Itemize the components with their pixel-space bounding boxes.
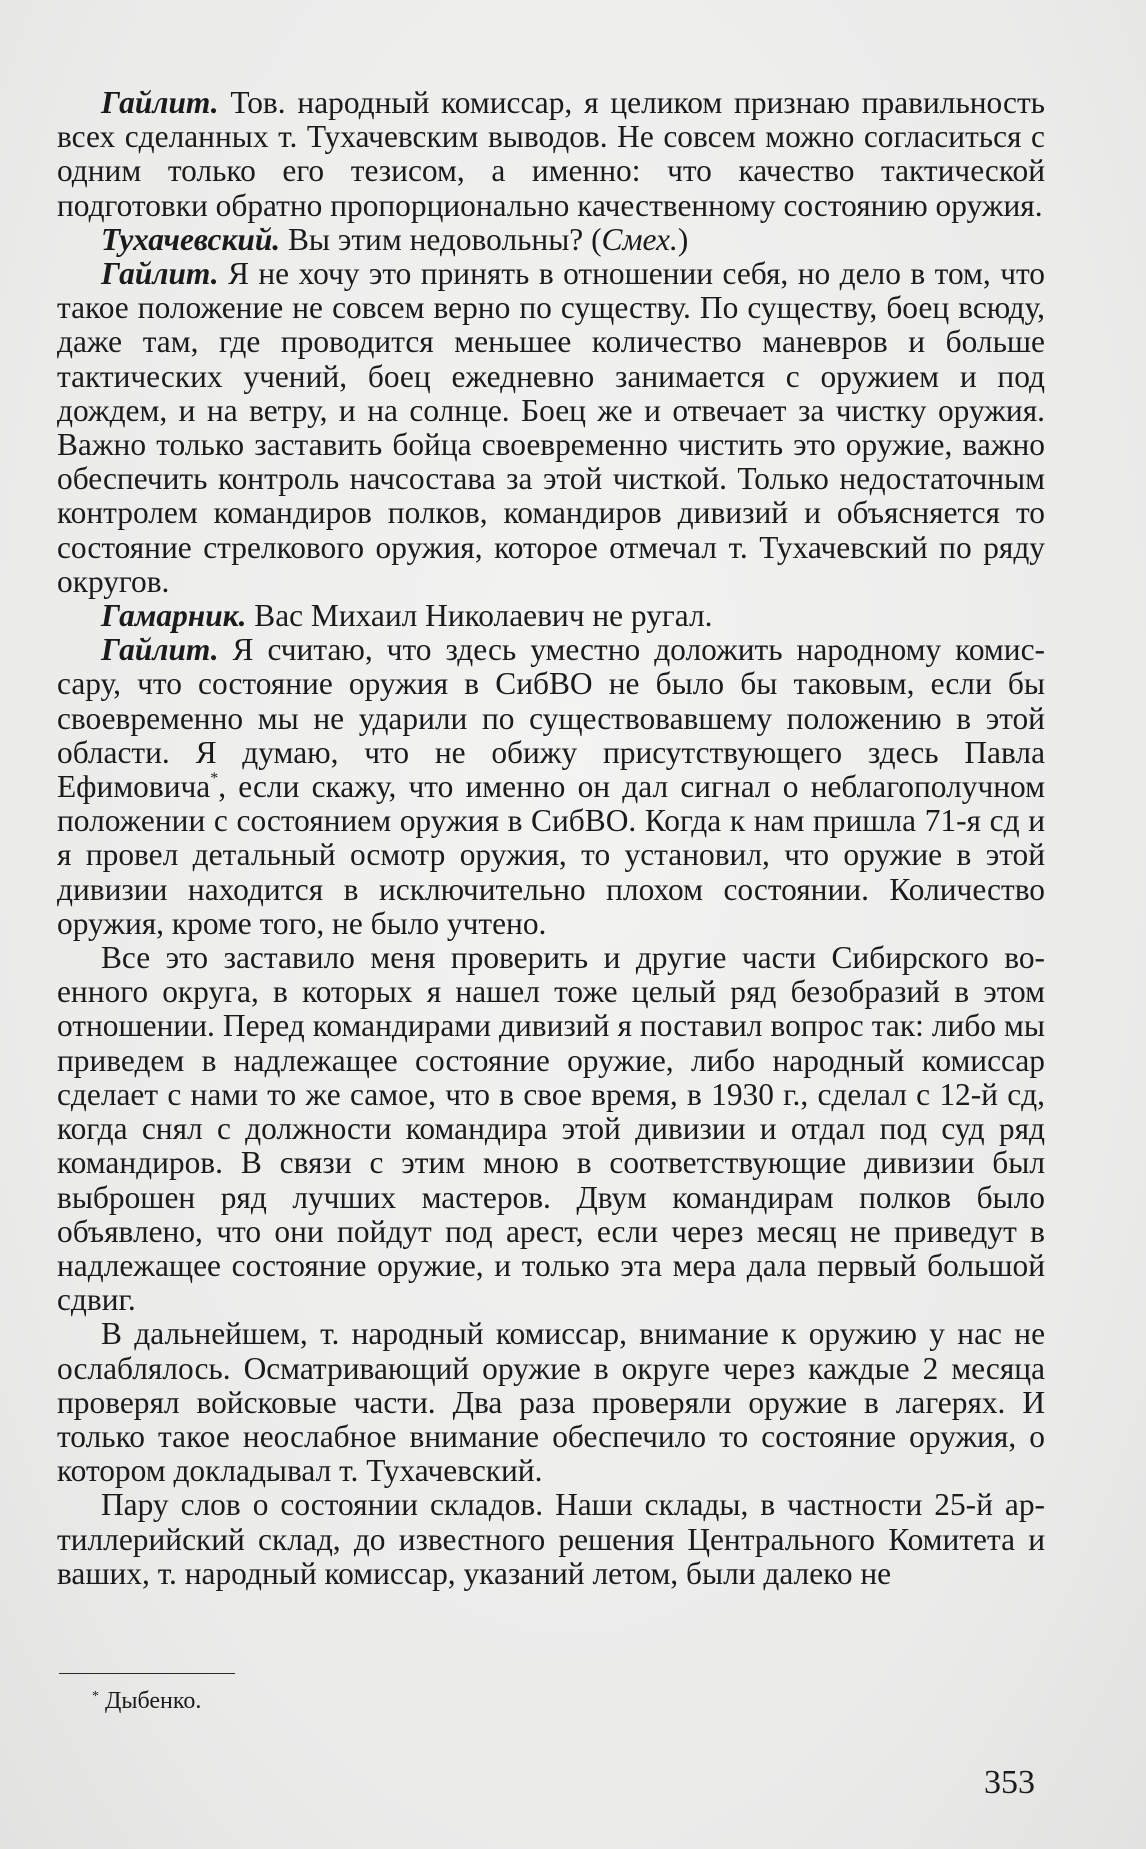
paragraph-7 bbox=[57, 1317, 1045, 1488]
footnote bbox=[92, 1682, 201, 1716]
speaker-name: Гайлит. bbox=[101, 85, 219, 120]
speaker-name: Гайлит. bbox=[101, 632, 219, 668]
footnote-mark: * bbox=[92, 1689, 99, 1704]
paragraph-text-tail: ) bbox=[677, 221, 689, 257]
paragraph-text: Я считаю, что здесь уместно доложить народному комиссару, что состояние оружия в СибВО не было бы таковым, если бы своевременно мы не ударили по существовавшему положению в этой области. Я думаю, что не обижу присутствующего здесь Павла Ефимовича bbox=[57, 632, 1045, 805]
paragraph-text: В дальнейшем, т. народный комиссар, внимание к оружию у нас не ослаблялось. Осматривающий оружие в округе через каждые 2 месяца проверял войсковые части. Два раза проверяли оружие в лагерях. И только такое неослабное внимание обеспечило то состояние оружия, о котором докладывал т. Тухачевский. bbox=[57, 1316, 1045, 1489]
paragraph-text: Все это заставило меня проверить и другие части Сибирского военного округа, в которых я нашел тоже целый ряд безобразий в этом отношении. Перед командирами дивизий я поставил вопрос так: либо мы приведем в надлежащее состояние оружие, либо народный комиссар сделает с нами то же самое, что в свое время, в 1930 г., сделал с 12-й сд, когда снял с должности командира этой дивизии и отдал под суд ряд командиров. В связи с этим мною в соответствующие дивизии был выброшен ряд лучших мастеров. Двум командирам полков было объявлено, что они пойдут под арест, если через месяц не приведут в надлежащее состояние оружие, и только эта мера дала первый большой сдвиг. bbox=[57, 940, 1045, 1318]
paragraph-3 bbox=[57, 257, 1045, 599]
footnote-text: Дыбенко. bbox=[105, 1688, 202, 1714]
paragraph-5 bbox=[57, 633, 1045, 941]
paragraph-4 bbox=[57, 599, 1045, 633]
speaker-name: Гамарник. bbox=[101, 598, 247, 634]
footnote-divider bbox=[59, 1673, 235, 1674]
paragraph-text: Я не хочу это принять в отношении себя, но дело в том, что такое положение не совсем верно по существу. По существу, боец всюду, даже там, где проводится меньшее количество маневров и больше тактических учений, боец ежедневно занимается с оружием и под дождем, и на ветру, и на солнце. Боец же и отвечает за чистку оружия. Важно только заставить бойца своевременно чистить это оружие, важно обеспечить контроль начсостава за этой чисткой. Только недостаточным контролем командиров полков, командиров дивизий и объясняется то состояние стрелкового оружия, которое отмечал т. Тухачевский по ряду округов. bbox=[57, 256, 1045, 599]
speaker-name: Тухачевский. bbox=[101, 221, 281, 257]
body-text bbox=[57, 86, 1045, 1591]
paragraph-text: Пару слов о состоянии складов. Наши склады, в частности 25-й артиллерийский склад, до известного решения Центрального Комитета и ваших, т. народный комиссар, указаний летом, были далеко не bbox=[57, 1487, 1045, 1591]
paragraph-2 bbox=[57, 223, 1045, 257]
stage-remark: Смех. bbox=[601, 221, 678, 257]
paragraph-6 bbox=[57, 941, 1045, 1317]
footnote-reference: * bbox=[210, 770, 219, 788]
paragraph-text-tail: , если скажу, что именно он дал сигнал о неблагополучном положении с состоянием оружия в СибВО. Когда к нам пришла 71-я сд и я провел детальный осмотр оружия, то установил, что оружие в этой дивизии находится в исключительно плохом состоянии. Количество оружия, кроме того, не было учтено. bbox=[57, 769, 1045, 941]
paragraph-text: Тов. народный комиссар, я целиком признаю правильность всех сделанных т. Тухачевским выводов. Не совсем можно согласиться с одним только его тезисом, а именно: что качество тактической подготовки обратно пропорционально качественному состоянию оружия. bbox=[57, 85, 1045, 223]
paragraph-text: Вы этим недовольны? ( bbox=[280, 221, 602, 257]
paragraph-text: Вас Михаил Николаевич не ругал. bbox=[246, 598, 713, 634]
paragraph-8 bbox=[57, 1488, 1045, 1591]
page-number: 353 bbox=[984, 1764, 1035, 1801]
paragraph-1 bbox=[57, 86, 1045, 223]
speaker-name: Гайлит. bbox=[101, 256, 219, 292]
